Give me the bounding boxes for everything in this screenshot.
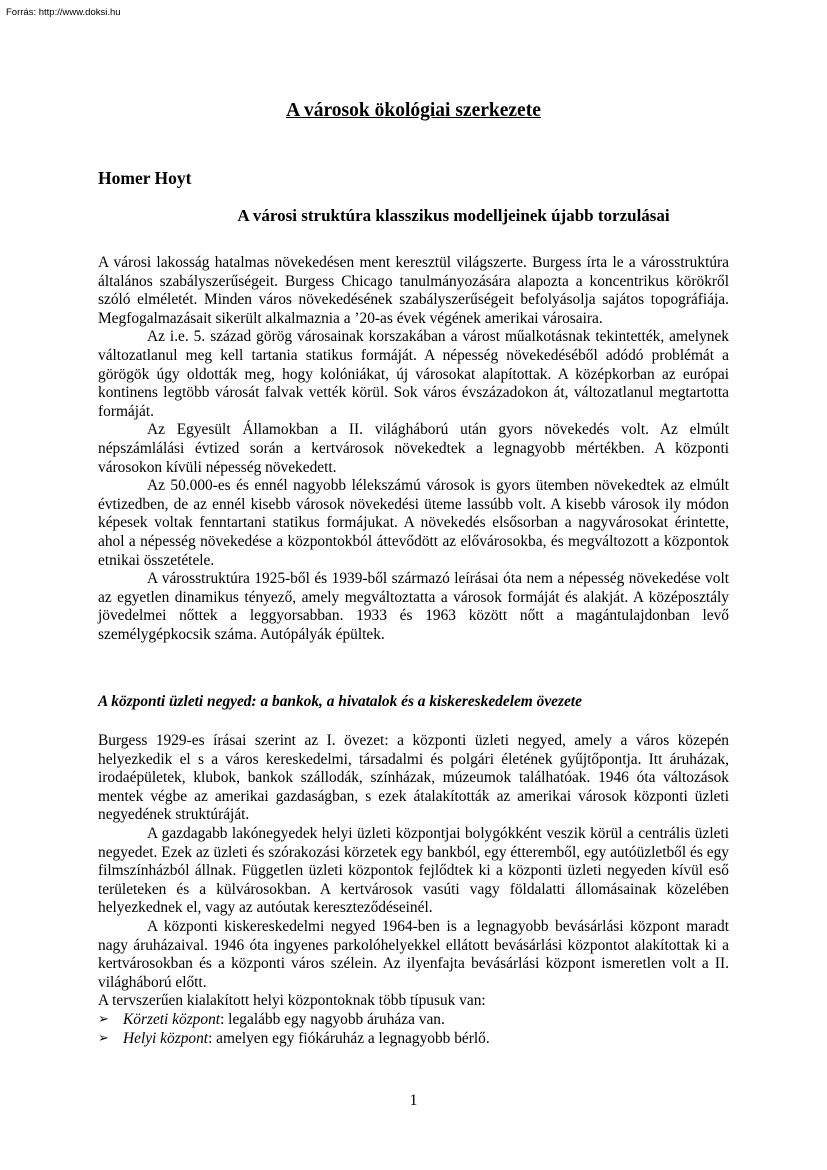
intro-paragraph-3: Az Egyesült Államokban a II. világháború után gyors növekedés volt. Az elmúlt népszámlálási évtized során a kertvárosok növekedtek a legnagyobb mértékben. A központi városokon kívüli népesség növekedett. [98, 421, 729, 476]
list-item [98, 1030, 729, 1049]
author-name: Homer Hoyt [98, 168, 192, 188]
list-item [98, 1011, 729, 1030]
arrow-bullet-icon: ➢ [98, 1011, 109, 1027]
arrow-bullet-icon: ➢ [98, 1030, 109, 1046]
intro-paragraph-5: A városstruktúra 1925-ből és 1939-ből származó leírásai óta nem a népesség növekedése volt az egyetlen dinamikus tényező, amely megváltoztatta a városok formáját és alakját. A középosztály jövedelmei nőttek a leggyorsabban. 1933 és 1963 között nőtt a magántulajdonban levő személygépkocsik száma. Autópályák épültek. [98, 570, 729, 643]
types-intro: A tervszerűen kialakított helyi központoknak több típusuk van: [98, 992, 486, 1010]
intro-paragraph-2: Az i.e. 5. század görög városainak korszakában a várost műalkotásnak tekintették, amelynek változatlanul meg kell tartania statikus formáját. A népesség növekedéséből adódó problémát a görögök úgy oldották meg, hogy kolóniákat, új városokat alapítottak. A középkorban az európai kontinens legtöbb városát falvak vették körül. Sok város évszázadokon át, változatlanul megtartotta formáját. [98, 328, 729, 420]
intro-paragraph-1: A városi lakosság hatalmas növekedésen ment keresztül világszerte. Burgess írta le a városstruktúra általános szabályszerűségeit. Burgess Chicago tanulmányozására alapozta a koncentrikus körökről szóló elméletét. Minden város növekedésének szabályszerűségeit befolyásolja sajátos topográfiája. Megfogalmazásait sikerült alkalmaznia a ’20-as évek végének amerikai városaira. [98, 254, 729, 327]
document-subtitle: A városi struktúra klasszikus modelljeinek újabb torzulásai [237, 206, 670, 225]
list-item-text: : amelyen egy fiókáruház a legnagyobb bérlő. [208, 1029, 490, 1047]
section-paragraph-2: A gazdagabb lakónegyedek helyi üzleti központjai bolygókként veszik körül a centrális üzleti negyedet. Ezek az üzleti és szórakozási körzetek egy bankból, egy étteremből, egy autóüzletből és egy filmszínházból állnak. Független üzleti központok fejlődtek ki a központi üzleti negyeden kívül eső területeken és a külvárosokban. A kertvárosok vasúti vagy földalatti állomásainak közelében helyezkednek el, vagy az autóutak kereszteződéseinél. [98, 824, 729, 917]
intro-paragraph-4: Az 50.000-es és ennél nagyobb lélekszámú városok is gyors ütemben növekedtek az elmúlt évtizedben, de az ennél kisebb városok növekedési üteme lassúbb volt. A kisebb városok ily módon képesek voltak fenntartani statikus formájukat. A növekedés elsősorban a nagyvárosokat érintette, ahol a népesség növekedése a központokból áttevődött az elővárosokba, és megváltozott a központok etnikai összetétele. [98, 477, 729, 569]
intro-section [98, 254, 729, 644]
section-heading: A központi üzleti negyed: a bankok, a hivatalok és a kiskereskedelem övezete [98, 693, 582, 710]
list-item-term: Helyi központ [123, 1029, 209, 1047]
center-types-list [98, 1011, 729, 1048]
section-paragraph-3: A központi kiskereskedelmi negyed 1964-ben is a legnagyobb bevásárlási központ maradt nagy áruházaival. 1946 óta ingyenes parkolóhelyekkel ellátott bevásárlási központot alakítottak ki a kertvárosokban és a központi város szélein. Az ilyenfajta bevásárlási központ ismeretlen volt a II. világháború előtt. [98, 917, 729, 991]
cbd-section [98, 732, 729, 1048]
document-title: A városok ökológiai szerkezete [286, 100, 541, 121]
page-number: 1 [409, 1092, 418, 1109]
section-paragraph-1: Burgess 1929-es írásai szerint az I. övezet: a központi üzleti negyed, amely a város közepén helyezkedik el s a város kereskedelmi, társadalmi és polgári életének gyűjtőpontja. Itt áruházak, irodaépületek, klubok, bankok szállodák, színházak, múzeumok találhatóak. 1946 óta változások mentek végbe az amerikai gazdaságban, s ezek átalakították az amerikai városok központi üzleti negyedének struktúráját. [98, 732, 729, 824]
list-item-term: Körzeti központ [123, 1010, 221, 1028]
source-note: Forrás: http://www.doksi.hu [6, 7, 121, 18]
list-item-text: : legalább egy nagyobb áruháza van. [220, 1010, 445, 1028]
